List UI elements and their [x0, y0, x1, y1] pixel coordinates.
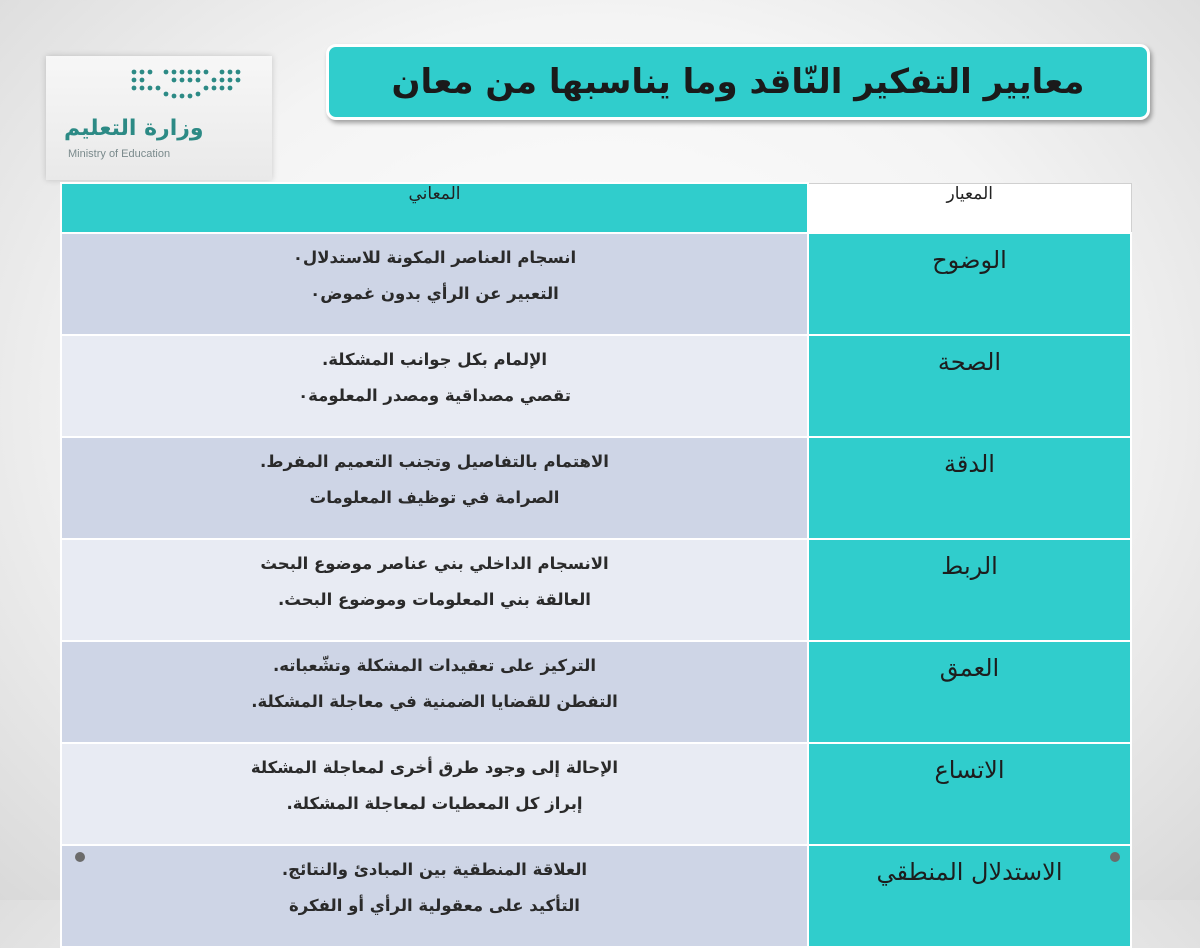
ministry-logo [46, 56, 272, 180]
meanings-cell [61, 437, 808, 539]
table-row [61, 539, 1131, 641]
meaning-line: التركيز على تعقيدات المشكلة وتشّعباته. [272, 656, 596, 675]
meanings-cell [61, 743, 808, 845]
nav-dot-left [75, 852, 85, 862]
table-row [61, 437, 1131, 539]
table-row [61, 641, 1131, 743]
meaning-line: العالقة بني المعلومات وموضوع البحث. [278, 590, 591, 609]
criterion-cell: العمق [808, 641, 1131, 743]
meaning-line: الصرامة في توظيف المعلومات [309, 488, 560, 507]
meanings-cell [61, 845, 808, 947]
criterion-cell: الاتساع [808, 743, 1131, 845]
meaning-line: انسجام العناصر المكونة للاستدلال٠ [292, 248, 577, 267]
criterion-cell: الصحة [808, 335, 1131, 437]
criterion-cell: الربط [808, 539, 1131, 641]
meaning-line: الإحالة إلى وجود طرق أخرى لمعاجلة المشكلة [250, 758, 619, 777]
meaning-line: التفطن للقضايا الضمنية في معاجلة المشكلة. [251, 692, 618, 711]
criterion-cell: الاستدلال المنطقي [808, 845, 1131, 947]
criterion-cell: الوضوح [808, 233, 1131, 335]
table-row [61, 233, 1131, 335]
nav-dot-right [1110, 852, 1120, 862]
page-title: معايير التفكير النّاقد وما يناسبها من معان [391, 62, 1085, 102]
meanings-cell [61, 335, 808, 437]
table-row [61, 845, 1131, 947]
meaning-line: العلاقة المنطقية بين المبادئ والنتائج. [281, 860, 588, 879]
meaning-line: تقصي مصداقية ومصدر المعلومة٠ [298, 386, 571, 405]
meaning-line: إبراز كل المعطيات لمعاجلة المشكلة. [286, 794, 583, 813]
logo-arabic-text: وزارة التعليم [64, 116, 204, 141]
table-row [61, 743, 1131, 845]
meanings-cell [61, 641, 808, 743]
criteria-table [60, 182, 1132, 948]
meaning-line: الإلمام بكل جوانب المشكلة. [321, 350, 548, 369]
header-criterion: المعيار [808, 183, 1131, 233]
meaning-line: الانسجام الداخلي بني عناصر موضوع البحث [260, 554, 609, 573]
meanings-cell [61, 539, 808, 641]
table-row [61, 335, 1131, 437]
header-meanings: المعاني [61, 183, 808, 233]
meaning-line: الاهتمام بالتفاصيل وتجنب التعميم المفرط. [260, 452, 609, 471]
logo-english-text: Ministry of Education [68, 148, 171, 160]
meanings-cell [61, 233, 808, 335]
table-header-row [61, 183, 1131, 233]
logo-dots-icon [128, 66, 248, 114]
title-banner [326, 44, 1150, 120]
meaning-line: التعبير عن الرأي بدون غموض٠ [310, 284, 559, 303]
criterion-cell: الدقة [808, 437, 1131, 539]
meaning-line: التأكيد على معقولية الرأي أو الفكرة [289, 896, 580, 915]
